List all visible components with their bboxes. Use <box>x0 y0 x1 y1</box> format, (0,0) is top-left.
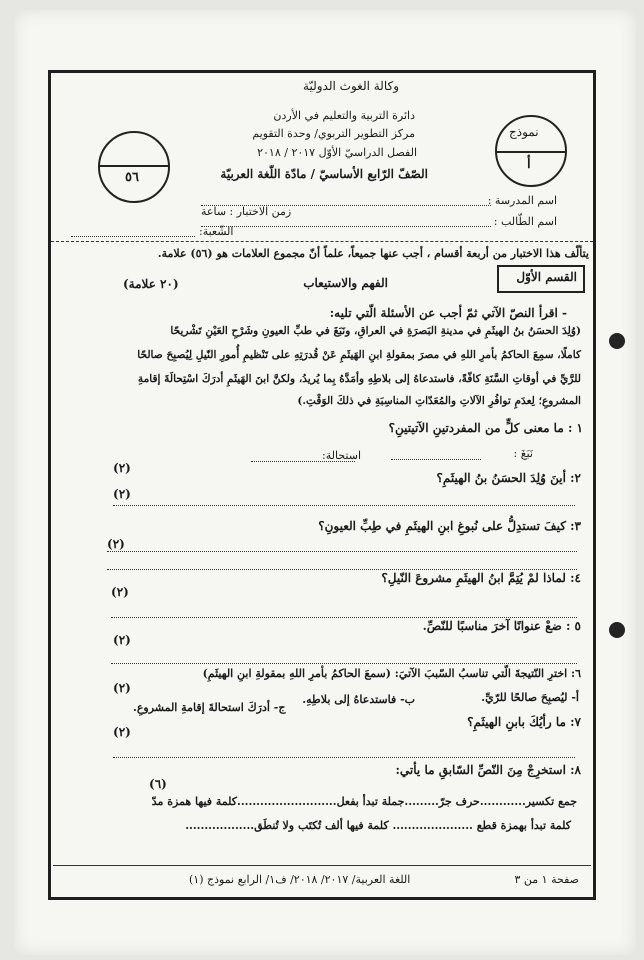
part-title: الفهم والاستيعاب <box>303 276 388 290</box>
q6-mark: (٢) <box>113 681 131 695</box>
q3-answer-1[interactable] <box>107 551 577 552</box>
q4-answer[interactable] <box>111 617 577 618</box>
passage-line-3: للرَّيِّ في أوقاتِ السَّنَةِ كافّةً، فاستدعاهُ إلى بلاطِهِ وأمَدَّهُ بِما يُريدُ، ولكنَّ ابنَ الهَيثَمِ أدرَكَ اسْتِحالَةَ إقامةِ <box>137 373 581 385</box>
model-letter: أ <box>527 157 531 172</box>
score-divider <box>100 165 168 167</box>
q3-mark: (٢) <box>107 537 125 551</box>
q7-mark: (٢) <box>113 725 131 739</box>
q1-word-1: نَبَغَ : <box>513 447 533 460</box>
q2-mark: (٢) <box>113 487 131 501</box>
q8-mark: (٦) <box>149 777 167 791</box>
q2-answer[interactable] <box>113 505 575 506</box>
passage-intro: - اقرأ النصّ الآتي ثمّ أجب عن الأسئلة الّتي تليه: <box>329 306 567 320</box>
page-number: صفحة ١ من ٣ <box>514 873 579 886</box>
header-separator <box>51 241 593 242</box>
score-value: ٥٦ <box>125 170 139 185</box>
student-label: اسم الطّالب : <box>493 215 557 228</box>
question-2: ٢: أينَ وُلِدَ الحسَنُ بنُ الهيثَمِ؟ <box>436 471 581 485</box>
punch-hole-top <box>609 333 625 349</box>
question-7: ٧: ما رأيُكَ بابنِ الهيثَمِ؟ <box>467 715 581 729</box>
question-3: ٣: كيفَ تستدِلُّ على نُبوغِ ابنِ الهيثَمِ في طِبِّ العيونِ؟ <box>318 519 581 533</box>
model-label: نموذج <box>509 125 539 139</box>
question-6: ٦: اخترِ النّتيجةَ الّتي تناسبُ السّببَ الآتيَ: (سمعَ الحاكمُ بأمرِ اللهِ بمقولةِ ابنِ الهيثَمِ) <box>202 667 581 680</box>
question-5: ٥ : ضعْ عنوانًا آخرَ مناسبًا للنّصِّ. <box>422 619 581 633</box>
school-label: اسم المدرسة : <box>487 194 557 207</box>
part-label: القسم الأوّل <box>516 270 577 284</box>
q1-answer-2[interactable] <box>251 461 355 462</box>
score-circle <box>98 131 170 203</box>
q5-answer[interactable] <box>111 663 577 664</box>
agency-name: وكالة الغوث الدوليّة <box>303 79 399 93</box>
center-name: مركز التطوير التربوي/ وحدة التقويم <box>252 127 415 140</box>
q6-option-a[interactable] <box>481 691 579 704</box>
q3-answer-2[interactable] <box>107 569 577 570</box>
q6-option-b[interactable] <box>302 693 415 706</box>
section-label: الشّعبة: <box>199 225 234 238</box>
q6-option-c-text: ج- أدرَكَ استحالةَ إقامةِ المشروعِ. <box>133 701 286 714</box>
q1-answer-1[interactable] <box>391 459 481 460</box>
semester: الفصل الدراسيّ الأوّل ٢٠١٧ / ٢٠١٨ <box>257 146 417 159</box>
exam-code: اللغة العربية/ ٢٠١٧/ ٢٠١٨/ ف١/ الرابع نموذج (١) <box>189 873 411 886</box>
q4-mark: (٢) <box>111 585 129 599</box>
model-divider <box>497 151 565 153</box>
punch-hole-bottom <box>609 622 625 638</box>
department-name: دائرة التربية والتعليم في الأردن <box>273 109 415 122</box>
time-label: زمن الاختبار : ساعة <box>201 205 292 218</box>
instructions: يتألّف هذا الاختبار من أربعة أقسام ، أجب عنها جميعاً، علماً أنّ مجموع العلامات هو (٥٦) علامة. <box>157 247 589 260</box>
question-8: ٨: استخرِجْ مِنَ النّصِّ السّابقِ ما يأتي: <box>395 763 581 777</box>
question-1: ١ : ما معنى كلٍّ من المفردتينِ الآتيتينِ؟ <box>388 421 583 435</box>
q6-option-a-text: أ- ليُصبِحَ صالحًا للرّيِّ. <box>481 691 579 704</box>
section-field[interactable] <box>71 236 195 237</box>
q1-mark: (٢) <box>113 461 131 475</box>
grade-subject: الصّفّ الرّابع الأساسيّ / مادّة اللّغة العربيّة <box>220 167 428 181</box>
q6-option-c[interactable] <box>133 701 285 714</box>
q8-items-row-2: كلمة تبدأ بهمزة قطع ..................... كلمة فيها ألف تُكتَب ولا تُنطَق.................. <box>185 819 571 832</box>
q1-word-2: استحالة: <box>322 449 361 462</box>
q6-option-b-text: ب- فاستدعاهُ إلى بلاطِهِ. <box>302 693 415 706</box>
exam-frame <box>48 70 596 900</box>
q5-mark: (٢) <box>113 633 131 647</box>
passage-line-2: كاملًا، سمِعَ الحاكمُ بأمرِ اللهِ في مصرَ بمقولةِ ابنِ الهَيثَمِ عَنْ قُدرَتِهِ على تَنْظيمِ أُمورِ النّيلِ لِيُصبِحَ صالحًا <box>137 349 581 361</box>
q7-answer[interactable] <box>113 757 575 758</box>
question-4: ٤: لماذا لمْ يُتِمَّ ابنُ الهيثَمِ مشروعَ النّيلِ؟ <box>381 571 581 585</box>
student-field[interactable] <box>201 226 491 227</box>
passage-line-1: (وُلِدَ الحسَنُ بنُ الهيثَمِ في مدينةِ البَصرَةِ في العراقِ، ونَبَغَ في طبِّ العيونِ وشَرْحِ العَيْنِ تَشْريحًا <box>170 325 581 337</box>
q8-items-row-1: جمع تكسير............حرف جرّ.........جملة تبدأ بفعل..........................كلمة فيها همزة مدّ <box>151 795 577 808</box>
footer-separator <box>53 865 591 866</box>
part-marks: (٢٠ علامة) <box>123 277 179 291</box>
passage-line-4: المشروعِ؛ لِعدَمِ توافُرِ الآلاتِ والمُعَدّاتِ المناسِبَةِ في ذلكَ الوَقْتِ.) <box>297 395 581 407</box>
